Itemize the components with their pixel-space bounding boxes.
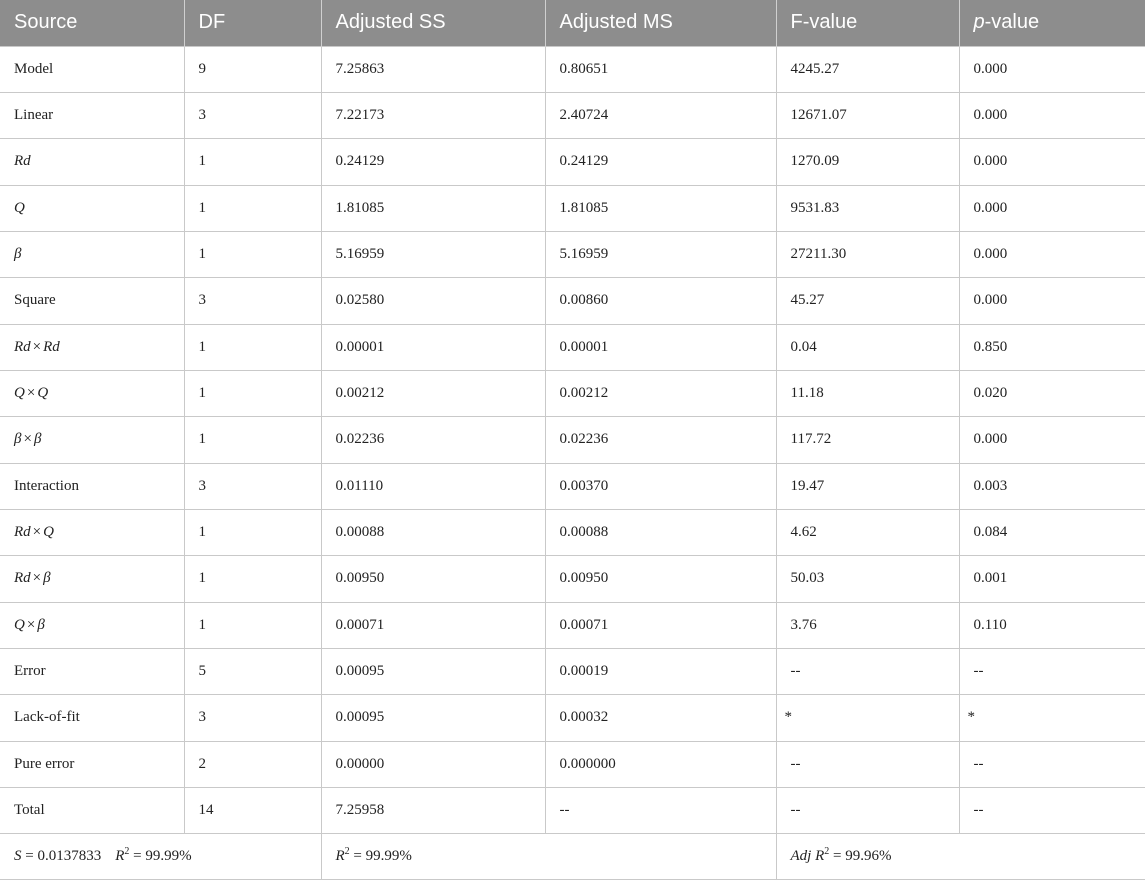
cell-p-value: 0.000: [959, 417, 1145, 463]
cell-p-value: 0.110: [959, 602, 1145, 648]
header-p-value: [959, 0, 1145, 46]
cell-f-value: --: [776, 741, 959, 787]
cell-adjusted-ss: 0.00095: [321, 648, 545, 694]
cell-p-value: 0.850: [959, 324, 1145, 370]
cell-df: 1: [184, 509, 321, 555]
source-operator: ×: [32, 338, 42, 355]
source-label: Q: [14, 199, 25, 216]
cell-f-value: 45.27: [776, 278, 959, 324]
summary-r2-label: R: [115, 848, 125, 865]
table-row: [0, 185, 1145, 231]
cell-f-value: 9531.83: [776, 185, 959, 231]
source-label: Pure error: [14, 755, 75, 772]
cell-source: [0, 695, 184, 741]
cell-p-value: 0.084: [959, 509, 1145, 555]
cell-source: [0, 788, 184, 834]
summary-r2b-label: R: [335, 848, 345, 865]
cell-adjusted-ms: 0.00001: [545, 324, 776, 370]
table-row: [0, 417, 1145, 463]
table-row: [0, 92, 1145, 138]
summary-row: [0, 834, 1145, 880]
cell-f-value: 12671.07: [776, 92, 959, 138]
cell-p-value: --: [959, 788, 1145, 834]
summary-s-label: S: [14, 848, 22, 865]
cell-f-value: 117.72: [776, 417, 959, 463]
cell-adjusted-ms: 0.00032: [545, 695, 776, 741]
summary-r2-exponent: 2: [124, 846, 130, 858]
table-row: [0, 648, 1145, 694]
summary-adj-value: = 99.96%: [829, 848, 892, 865]
cell-p-value: --: [959, 648, 1145, 694]
cell-df: 14: [184, 788, 321, 834]
cell-adjusted-ss: 0.00950: [321, 556, 545, 602]
cell-df: 5: [184, 648, 321, 694]
cell-f-value: 1270.09: [776, 139, 959, 185]
source-label: Square: [14, 292, 56, 309]
cell-f-value: 19.47: [776, 463, 959, 509]
cell-p-value: 0.000: [959, 278, 1145, 324]
cell-df: 1: [184, 185, 321, 231]
source-factor-a: Rd: [14, 570, 31, 587]
cell-df: 1: [184, 139, 321, 185]
cell-source: [0, 648, 184, 694]
table-row: [0, 788, 1145, 834]
header-p-italic: p: [973, 11, 985, 34]
cell-source: [0, 370, 184, 416]
source-factor-b: β: [37, 616, 45, 633]
cell-adjusted-ms: 0.00370: [545, 463, 776, 509]
cell-adjusted-ss: 7.25863: [321, 46, 545, 92]
cell-adjusted-ms: 2.40724: [545, 92, 776, 138]
cell-adjusted-ms: 0.02236: [545, 417, 776, 463]
cell-source: [0, 139, 184, 185]
cell-adjusted-ms: 0.00071: [545, 602, 776, 648]
cell-source: [0, 463, 184, 509]
cell-df: 2: [184, 741, 321, 787]
cell-p-value: 0.020: [959, 370, 1145, 416]
source-factor-a: Rd: [14, 338, 31, 355]
cell-df: 1: [184, 417, 321, 463]
cell-p-value: 0.000: [959, 139, 1145, 185]
cell-source: [0, 324, 184, 370]
cell-adjusted-ss: 0.01110: [321, 463, 545, 509]
source-label: Lack-of-fit: [14, 709, 80, 726]
cell-adjusted-ms: 0.00019: [545, 648, 776, 694]
source-label: β: [14, 246, 22, 263]
cell-f-value: 0.04: [776, 324, 959, 370]
cell-df: 1: [184, 370, 321, 416]
cell-f-value: --: [776, 788, 959, 834]
cell-adjusted-ss: 5.16959: [321, 231, 545, 277]
cell-adjusted-ms: 0.00860: [545, 278, 776, 324]
summary-adj-label: Adj R: [790, 848, 825, 865]
header-df: DF: [184, 0, 321, 46]
cell-source: [0, 602, 184, 648]
cell-f-value: 11.18: [776, 370, 959, 416]
source-factor-b: β: [43, 570, 51, 587]
cell-adjusted-ss: 0.00095: [321, 695, 545, 741]
cell-f-value: 50.03: [776, 556, 959, 602]
summary-s-value: = 0.0137833: [21, 848, 102, 865]
cell-source: [0, 556, 184, 602]
cell-adjusted-ms: 1.81085: [545, 185, 776, 231]
cell-f-value: 4245.27: [776, 46, 959, 92]
cell-df: 3: [184, 695, 321, 741]
source-label: Rd: [14, 153, 31, 170]
cell-adjusted-ss: 0.02580: [321, 278, 545, 324]
cell-f-value: 27211.30: [776, 231, 959, 277]
source-factor-b: Q: [43, 524, 54, 541]
cell-df: 3: [184, 92, 321, 138]
table-row: [0, 463, 1145, 509]
header-adjusted-ms: Adjusted MS: [545, 0, 776, 46]
cell-df: 3: [184, 278, 321, 324]
cell-df: 1: [184, 556, 321, 602]
table-row: [0, 278, 1145, 324]
summary-r2b-value: = 99.99%: [349, 848, 412, 865]
source-operator: ×: [32, 524, 42, 541]
cell-adjusted-ss: 0.02236: [321, 417, 545, 463]
summary-s-r2: [0, 834, 321, 880]
cell-p-value: 0.000: [959, 46, 1145, 92]
cell-source: [0, 46, 184, 92]
header-p-suffix: -value: [984, 11, 1040, 34]
cell-adjusted-ss: 7.25958: [321, 788, 545, 834]
header-f-value: F-value: [776, 0, 959, 46]
source-factor-b: β: [33, 431, 42, 448]
cell-source: [0, 509, 184, 555]
table-row: [0, 324, 1145, 370]
cell-p-value: 0.000: [959, 231, 1145, 277]
cell-adjusted-ss: 0.00071: [321, 602, 545, 648]
source-label: Total: [14, 802, 45, 819]
header-source: Source: [0, 0, 184, 46]
cell-source: [0, 185, 184, 231]
cell-adjusted-ss: 0.00001: [321, 324, 545, 370]
cell-p-value: 0.001: [959, 556, 1145, 602]
cell-p-value: --: [959, 741, 1145, 787]
header-adjusted-ss: Adjusted SS: [321, 0, 545, 46]
cell-f-value: --: [776, 648, 959, 694]
table-row: [0, 46, 1145, 92]
cell-adjusted-ss: 0.00212: [321, 370, 545, 416]
cell-adjusted-ms: 0.000000: [545, 741, 776, 787]
cell-adjusted-ss: 0.24129: [321, 139, 545, 185]
cell-p-value: *: [959, 695, 1145, 741]
source-factor-a: β: [14, 431, 22, 448]
source-factor-a: Q: [14, 616, 25, 633]
cell-adjusted-ss: 1.81085: [321, 185, 545, 231]
cell-f-value: *: [776, 695, 959, 741]
cell-adjusted-ss: 0.00000: [321, 741, 545, 787]
cell-df: 1: [184, 602, 321, 648]
table-row: [0, 370, 1145, 416]
source-label: Model: [14, 60, 54, 77]
cell-adjusted-ms: 0.80651: [545, 46, 776, 92]
cell-p-value: 0.003: [959, 463, 1145, 509]
cell-adjusted-ms: 0.24129: [545, 139, 776, 185]
summary-r2: [321, 834, 776, 880]
source-operator: ×: [26, 385, 36, 402]
cell-adjusted-ms: 0.00088: [545, 509, 776, 555]
source-factor-a: Q: [14, 385, 25, 402]
cell-adjusted-ms: 5.16959: [545, 231, 776, 277]
cell-df: 1: [184, 231, 321, 277]
header-row: [0, 0, 1145, 46]
cell-p-value: 0.000: [959, 92, 1145, 138]
cell-adjusted-ss: 0.00088: [321, 509, 545, 555]
cell-adjusted-ss: 7.22173: [321, 92, 545, 138]
source-operator: ×: [23, 431, 32, 448]
cell-df: 1: [184, 324, 321, 370]
cell-f-value: 4.62: [776, 509, 959, 555]
cell-adjusted-ms: 0.00212: [545, 370, 776, 416]
cell-source: [0, 231, 184, 277]
cell-adjusted-ms: 0.00950: [545, 556, 776, 602]
cell-adjusted-ms: --: [545, 788, 776, 834]
summary-adj-exponent: 2: [824, 846, 830, 858]
summary-adj-r2: [776, 834, 1145, 880]
source-operator: ×: [26, 616, 36, 633]
cell-df: 3: [184, 463, 321, 509]
source-label: Interaction: [14, 477, 79, 494]
table-row: [0, 139, 1145, 185]
cell-source: [0, 92, 184, 138]
table-row: [0, 509, 1145, 555]
cell-f-value: 3.76: [776, 602, 959, 648]
cell-source: [0, 278, 184, 324]
source-label: Error: [14, 663, 46, 680]
summary-r2b-exponent: 2: [344, 846, 350, 858]
table-row: [0, 231, 1145, 277]
cell-df: 9: [184, 46, 321, 92]
summary-r2-value: = 99.99%: [129, 848, 192, 865]
table-row: [0, 695, 1145, 741]
cell-source: [0, 417, 184, 463]
source-label: Linear: [14, 107, 54, 124]
table-row: [0, 602, 1145, 648]
cell-source: [0, 741, 184, 787]
source-factor-b: Rd: [43, 338, 60, 355]
source-factor-b: Q: [37, 385, 49, 402]
source-operator: ×: [32, 570, 42, 587]
table-row: [0, 556, 1145, 602]
source-factor-a: Rd: [14, 524, 31, 541]
table-row: [0, 741, 1145, 787]
cell-p-value: 0.000: [959, 185, 1145, 231]
